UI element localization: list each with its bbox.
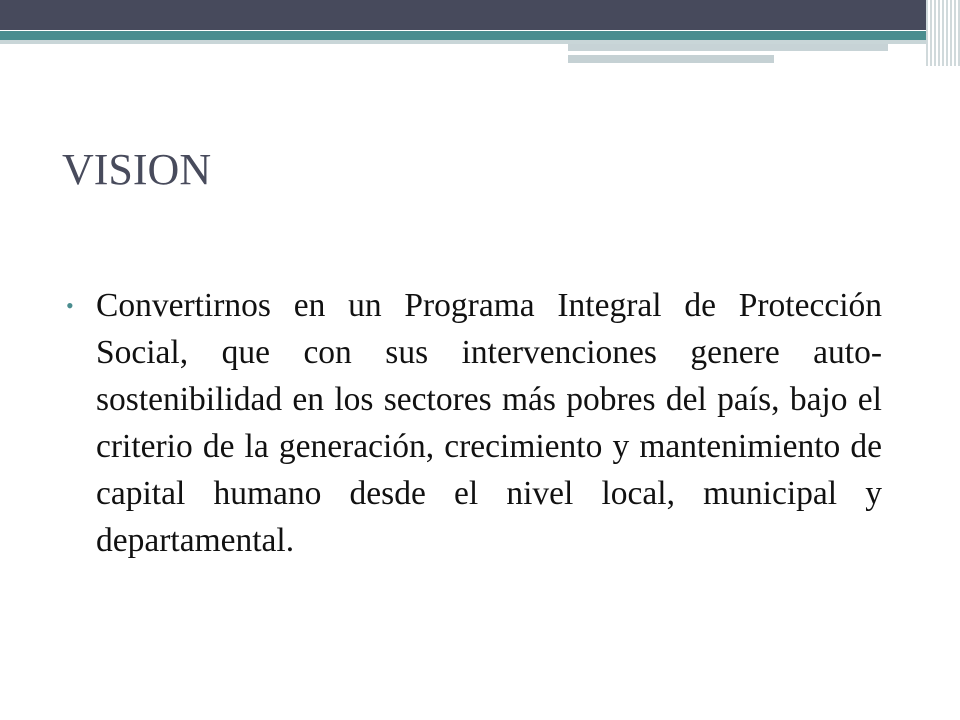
header-accent-gap (568, 51, 888, 53)
header-vertical-lines (926, 0, 960, 66)
header-band-dark (0, 0, 960, 30)
slide-title: VISION (62, 145, 212, 194)
header-accent-bar-short (568, 55, 774, 63)
bullet-dot-icon: • (66, 293, 74, 318)
header-accent-bar (568, 44, 888, 51)
header-band-teal (0, 31, 960, 40)
bullet-item (66, 282, 882, 564)
bullet-text: Convertirnos en un Programa Integral de Protección Social, que con sus intervenciones genere auto-sostenibilidad en los sectores más pobres del país, bajo el criterio de la generación, crecimiento y mantenimiento de capital humano desde el nivel local, municipal y departamental. (96, 287, 882, 559)
slide-body (66, 282, 882, 564)
